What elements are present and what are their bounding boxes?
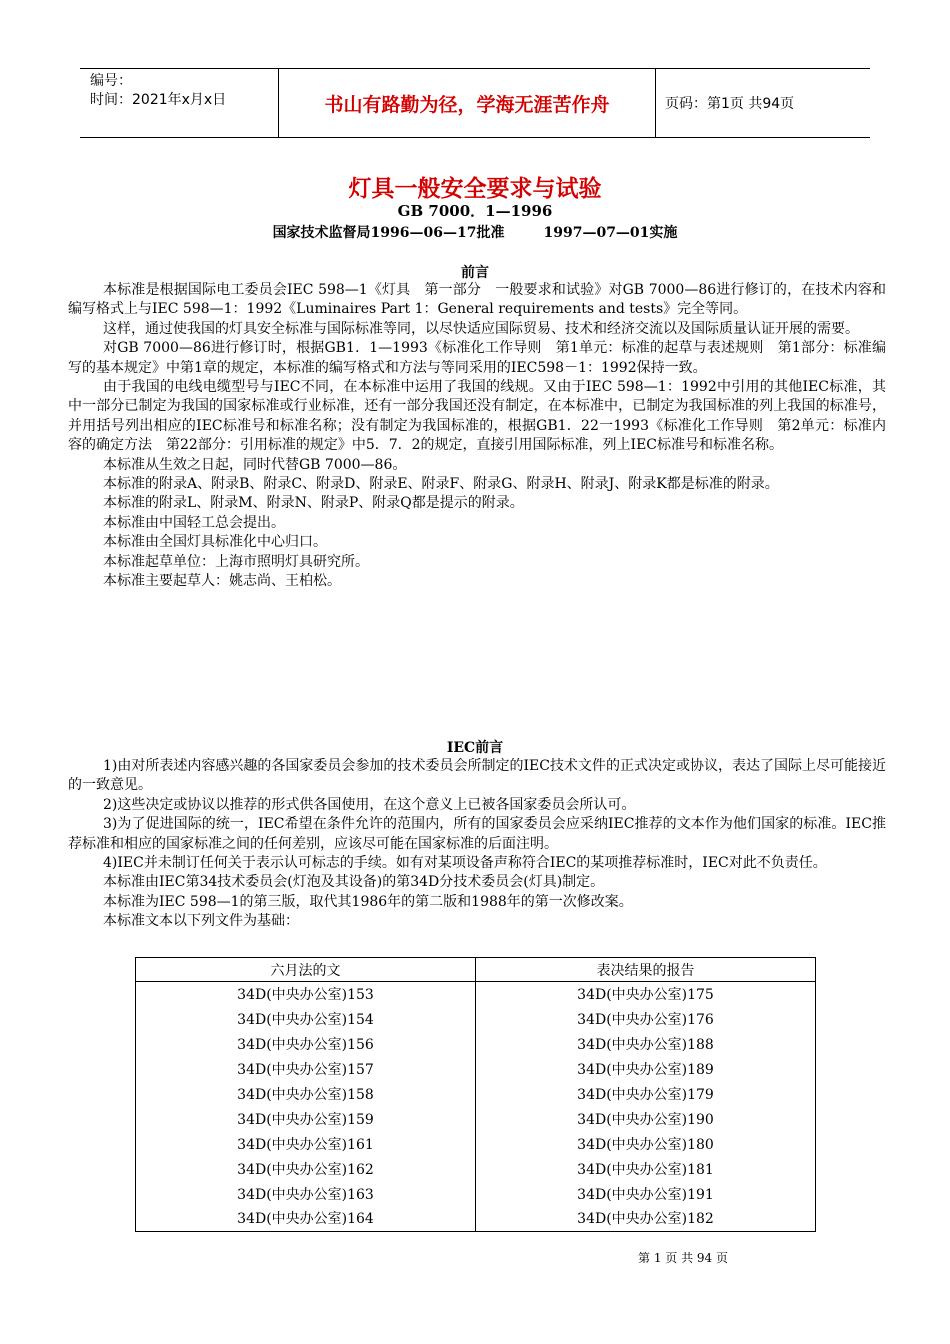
paragraph: 1)由对所表述内容感兴趣的各国家委员会参加的技术委员会所制定的IEC技术文件的正式决定或协议，表达了国际上尽可能接近的一致意见。 [68, 758, 886, 794]
paragraph: 对GB 7000—86进行修订时，根据GB1．1—1993《标准化工作导则 第1单元：标准的起草与表述规则 第1部分：标准编写的基本规定》中第1章的规定，本标准的编写格式和方法与等同采用的IEC598－1：1992保持一致。 [68, 340, 886, 376]
iec-foreword-heading: IEC前言 [446, 740, 504, 756]
page-footer: 第 1 页 共 94 页 [638, 1251, 728, 1265]
table-cell: 34D(中央办公室)191 [476, 1181, 816, 1206]
column-header: 六月法的文 [136, 958, 476, 982]
code-label: 编号： [90, 73, 132, 89]
table-cell: 34D(中央办公室)154 [136, 1007, 476, 1032]
table-cell: 34D(中央办公室)180 [476, 1131, 816, 1156]
table-cell: 34D(中央办公室)175 [476, 982, 816, 1007]
table-row [136, 1057, 816, 1082]
standard-number: GB 7000．1—1996 [397, 202, 553, 220]
table-cell: 34D(中央办公室)163 [136, 1181, 476, 1206]
paragraph: 本标准由IEC第34技术委员会(灯泡及其设备)的第34D分技术委员会(灯具)制定。 [103, 874, 605, 891]
table-cell: 34D(中央办公室)156 [136, 1032, 476, 1057]
table-cell: 34D(中央办公室)188 [476, 1032, 816, 1057]
page-header [80, 68, 870, 138]
table-cell: 34D(中央办公室)181 [476, 1156, 816, 1181]
paragraph: 本标准由中国轻工总会提出。 [103, 514, 285, 531]
table-row [136, 1131, 816, 1156]
table-row [136, 1206, 816, 1231]
paragraph: 本标准从生效之日起，同时代替GB 7000—86。 [103, 456, 407, 473]
header-motto: 书山有路勤为径，学海无涯苦作舟 [278, 69, 656, 137]
paragraph: 本标准主要起草人：姚志尚、王柏松。 [103, 573, 341, 590]
document-basis-table [135, 957, 816, 1232]
table-cell: 34D(中央办公室)190 [476, 1106, 816, 1131]
foreword-heading: 前言 [461, 265, 489, 281]
table-cell: 34D(中央办公室)159 [136, 1106, 476, 1131]
table-row [136, 1156, 816, 1181]
paragraph: 本标准是根据国际电工委员会IEC 598—1《灯具 第一部分 一般要求和试验》对GB 7000—86进行修订的，在技术内容和编写格式上与IEC 598—1：1992《Luminaires Part 1：General requirements and tests》完全等同。 [68, 282, 886, 318]
header-page-info: 页码：第1页 共94页 [665, 96, 795, 112]
table-cell: 34D(中央办公室)189 [476, 1057, 816, 1082]
table-cell: 34D(中央办公室)179 [476, 1082, 816, 1107]
table-cell: 34D(中央办公室)176 [476, 1007, 816, 1032]
table-cell: 34D(中央办公室)158 [136, 1082, 476, 1107]
table-cell: 34D(中央办公室)153 [136, 982, 476, 1007]
paragraph: 本标准的附录L、附录M、附录N、附录P、附录Q都是提示的附录。 [103, 495, 524, 512]
table-row [136, 1181, 816, 1206]
table-header-row [136, 958, 816, 982]
table-row [136, 1007, 816, 1032]
table-cell: 34D(中央办公室)157 [136, 1057, 476, 1082]
paragraph: 本标准为IEC 598—1的第三版，取代其1986年的第二版和1988年的第一次修改案。 [103, 893, 633, 910]
paragraph: 3)为了促进国际的统一，IEC希望在条件允许的范围内，所有的国家委员会应采纳IEC推荐的文本作为他们国家的标准。IEC推荐标准和相应的国家标准之间的任何差别，应该尽可能在国家标准的后面注明。 [68, 816, 886, 852]
foreword-body [68, 281, 886, 592]
table-cell: 34D(中央办公室)161 [136, 1131, 476, 1156]
paragraph: 本标准由全国灯具标准化中心归口。 [103, 534, 327, 551]
paragraph: 4)IEC并未制订任何关于表示认可标志的手续。如有对某项设备声称符合IEC的某项推荐标准时，IEC对此不负责任。 [103, 855, 827, 872]
time-label: 时间：2021年x月x日 [90, 92, 227, 108]
paragraph: 本标准的附录A、附录B、附录C、附录D、附录E、附录F、附录G、附录H、附录J、附录K都是标准的附录。 [103, 476, 779, 493]
column-header: 表决结果的报告 [476, 958, 816, 982]
table-cell: 34D(中央办公室)164 [136, 1206, 476, 1231]
paragraph: 本标准起草单位：上海市照明灯具研究所。 [103, 553, 369, 570]
paragraph: 本标准文本以下列文件为基础： [103, 913, 299, 930]
header-meta [80, 69, 278, 137]
paragraph: 这样，通过使我国的灯具安全标准与国际标准等同，以尽快适应国际贸易、技术和经济交流以及国际质量认证开展的需要。 [103, 320, 859, 337]
table-cell: 34D(中央办公室)162 [136, 1156, 476, 1181]
doc-title: 灯具一般安全要求与试验 [348, 176, 602, 202]
paragraph: 由于我国的电线电缆型号与IEC不同，在本标准中运用了我国的线规。又由于IEC 598—1：1992中引用的其他IEC标准，其中一部分已制定为我国的国家标准或行业标准，还有一部分我国还没有制定，在本标准中，已制定为我国标准的列上我国的标准号，并用括号列出相应的IEC标准号和标准名称；没有制定为我国标准的，根据GB1．22一1993《标准化工作导则 第2单元：标准内容的确定方法 第22部分：引用标准的规定》中5．7．2的规定，直接引用国际标准，列上IEC标准号和标准名称。 [68, 379, 886, 454]
table-row [136, 1106, 816, 1131]
paragraph: 2)这些决定或协议以推荐的形式供各国使用，在这个意义上已被各国家委员会所认可。 [103, 796, 636, 813]
table-row [136, 1032, 816, 1057]
table-row [136, 982, 816, 1007]
approval-line: 国家技术监督局1996—06—17批准 1997—07—01实施 [272, 225, 678, 241]
iec-foreword-body [68, 757, 886, 932]
table-cell: 34D(中央办公室)182 [476, 1206, 816, 1231]
table-row [136, 1082, 816, 1107]
